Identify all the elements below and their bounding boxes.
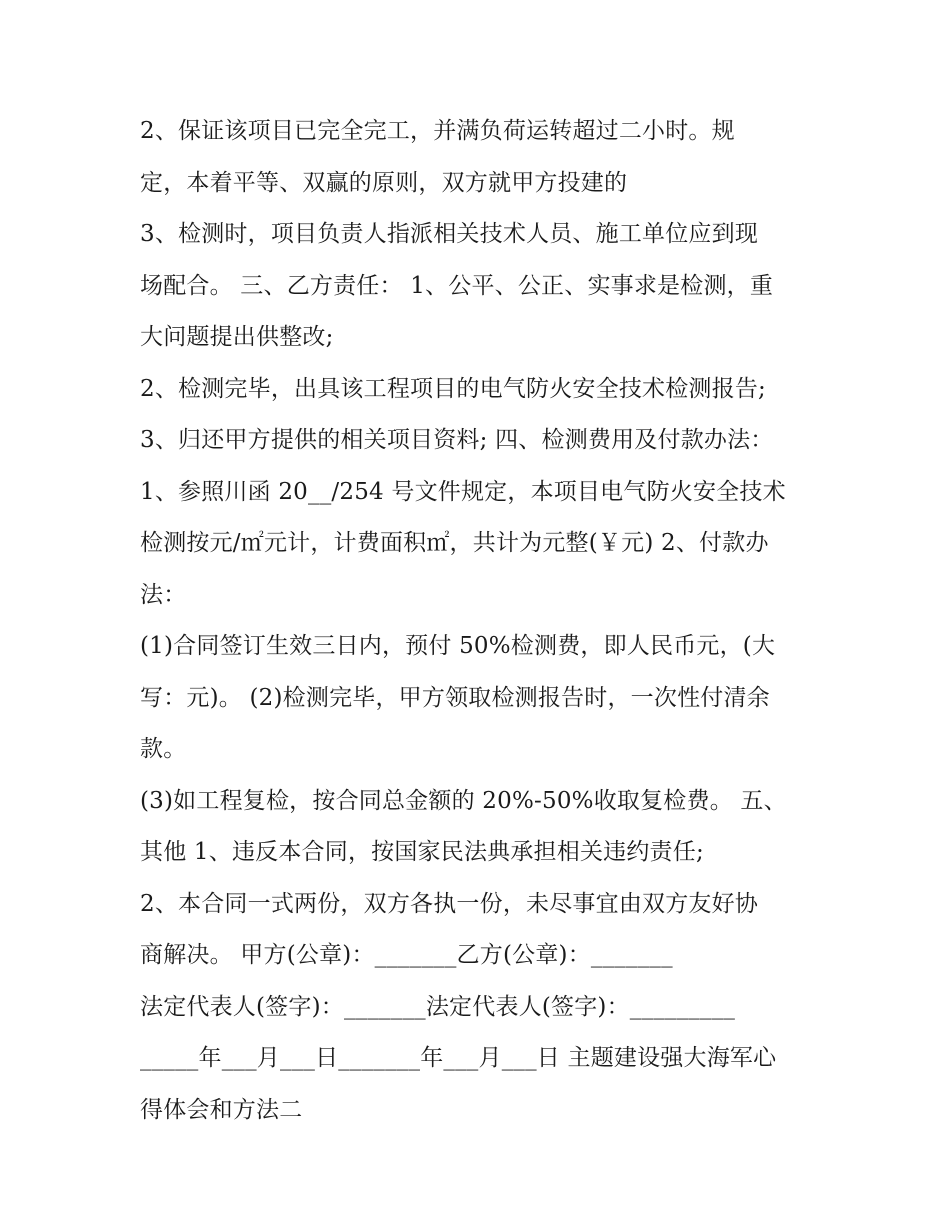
- text-line: (1)合同签订生效三日内，预付 50%检测费，即人民币元，(大: [140, 633, 776, 659]
- text-line: _____年___月___日_______年___月___日 主题建设强大海军心: [140, 1045, 777, 1071]
- text-line: 3、归还甲方提供的相关项目资料; 四、检测费用及付款办法：: [140, 427, 774, 453]
- text-line: 1、参照川函 20__/254 号文件规定，本项目电气防火安全技术: [140, 478, 786, 505]
- text-line: 检测按元/㎡元计，计费面积㎡，共计为元整(￥元) 2、付款办: [140, 530, 769, 556]
- text-line: 法：: [140, 581, 187, 608]
- text-line: (3)如工程复检，按合同总金额的 20%-50%收取复检费。 五、: [140, 787, 787, 814]
- text-line: 得体会和方法二: [140, 1096, 303, 1123]
- text-line: 商解决。 甲方(公章)：_______乙方(公章)：_______: [140, 942, 673, 968]
- text-line: 款。: [140, 736, 187, 762]
- text-line: 写：元)。 (2)检测完毕，甲方领取检测报告时，一次性付清余: [140, 684, 770, 711]
- text-line: 2、保证该项目已完全完工，并满负荷运转超过二小时。规: [140, 118, 735, 144]
- text-line: 2、检测完毕，出具该工程项目的电气防火安全技术检测报告;: [140, 375, 766, 402]
- text-line: 法定代表人(签字)：_______法定代表人(签字)：_________: [140, 993, 736, 1020]
- text-line: 大问题提出供整改;: [140, 324, 334, 350]
- document-body: [140, 106, 820, 1136]
- text-line: 2、本合同一式两份，双方各执一份，未尽事宜由双方友好协: [140, 890, 759, 917]
- text-line: 定，本着平等、双赢的原则，双方就甲方投建的: [140, 169, 628, 196]
- text-line: 其他 1、违反本合同，按国家民法典承担相关违约责任;: [140, 839, 704, 865]
- text-line: 场配合。 三、乙方责任： 1、公平、公正、实事求是检测，重: [140, 272, 774, 299]
- text-line: 3、检测时，项目负责人指派相关技术人员、施工单位应到现: [140, 221, 759, 247]
